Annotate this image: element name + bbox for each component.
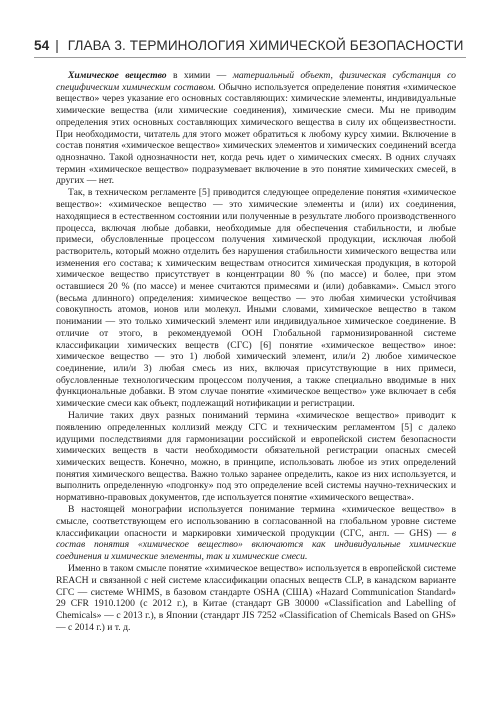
paragraph-text: Обычно используется определение понятия «химическое вещество» через указание его основных составляющих: химические элементы, индивидуальные химические вещества (или химические соединения), химические смеси. Мы не приводим определения этих основных составляющих химического вещества в силу их общеизвестности. При необходимости, читатель для этого может обратиться к любому курсу химии. Включение в состав понятия «химическое вещество» химических элементов и химических соединений всегда однозначно. Такой однозначности нет, когда речь идет о химических смесях. В одних случаях термин «химическое вещество» подразумевает включение в это понятие химических смесей, в других — нет. (56, 81, 456, 187)
chapter-title: ГЛАВА 3. ТЕРМИНОЛОГИЯ ХИМИЧЕСКОЙ БЕЗОПАСНОСТИ (67, 38, 464, 53)
paragraph-text: в химии — (166, 70, 233, 81)
paragraph-definition (56, 70, 456, 187)
paragraph-international: Именно в таком смысле понятие «химическое вещество» используется в европейской системе REACH и связанной с ней системе классификации опасных веществ CLP, в канадском варианте СГС — системе WHIMS, в базовом стандарте OSHA (США) «Hazard Communication Standard» 29 CFR 1910.1200 (с 2012 г.), в Китае (стандарт GB 30000 «Classification and Labelling of Chemicals» — с 2013 г.), в Японии (стандарт JIS 7252 «Classification of Chemicals Based on GHS» — с 2014 г.) и т. д. (56, 563, 456, 633)
running-header (34, 38, 466, 53)
paragraph-collisions: Наличие таких двух разных пониманий термина «химическое вещество» приводит к появлению определенных коллизий между СГС и техническим регламентом [5] с далеко идущими последствиями для гармонизации российской и европейской систем безопасности химических веществ в части необходимости обязательной регистрации опасных смесей химических веществ. Конечно, можно, в принципе, использовать любое из этих определений понятия химического вещества. Важно только заранее определить, какое из них используется, и выполнить определенную «подгонку» под это определение всей системы научно-технических и нормативно-правовых документов, где используется понятие «химического вещества». (56, 410, 456, 504)
paragraph-regulation: Так, в техническом регламенте [5] приводится следующее определение понятия «химическое вещество»: «химическое вещество — это химические элементы и (или) их соединения, находящиеся в естественном состоянии или полученные в результате любого производственного процесса, включая любые добавки, необходимые для обеспечения стабильности, и любые примеси, обусловленные процессом получения химической продукции, исключая любой растворитель, который можно отделить без нарушения стабильности химического вещества или изменения его состава; к химическим веществам относится химическая продукция, в которой химическое вещество присутствует в концентрации 80 % (по массе) и более, при этом оставшиеся 20 % (по массе) и менее считаются примесями и (или) добавками». Смысл этого (весьма длинного) определения: химическое вещество — это любая химически устойчивая совокупность атомов, ионов или молекул. Иными словами, химическое вещество в таком понимании — это только химический элемент или индивидуальное химическое соединение. В отличие от этого, в рекомендуемой ООН Глобальной гармонизированной системе классификации химических веществ (СГС) [6] понятие «химическое вещество» иное: химическое вещество — это 1) любой химический элемент, или/и 2) любое химическое соединение, или/и 3) любая смесь из них, включая присутствующие в них примеси, обусловленные технологическим процессом получения, а также специально вводимые в них функциональные добавки. В этом случае понятие «химическое вещество» уже включает в себя химические смеси как объект, подлежащий нотификации и регистрации. (56, 187, 456, 410)
paragraph-text: В настоящей монографии используется понимание термина «химическое вещество» в смысле, соответствующем его использованию в согласованной на глобальном уровне системе классификации опасности и маркировки химической продукции (СГС, англ. — GHS) — (56, 504, 456, 539)
body-text (56, 70, 456, 634)
paragraph-monograph (56, 504, 456, 563)
page-number: 54 (34, 38, 50, 53)
monograph-italic: в состав понятия «химическое вещество» включаются как индивидуальные химические соединения и химические элементы, так и химические смеси. (56, 527, 456, 562)
defined-term: Химическое вещество (68, 70, 167, 81)
header-rule (34, 57, 466, 58)
header-separator: | (55, 38, 59, 53)
definition-italic: материальный объект, физическая субстанция со специфическим химическим составом. (56, 70, 456, 93)
